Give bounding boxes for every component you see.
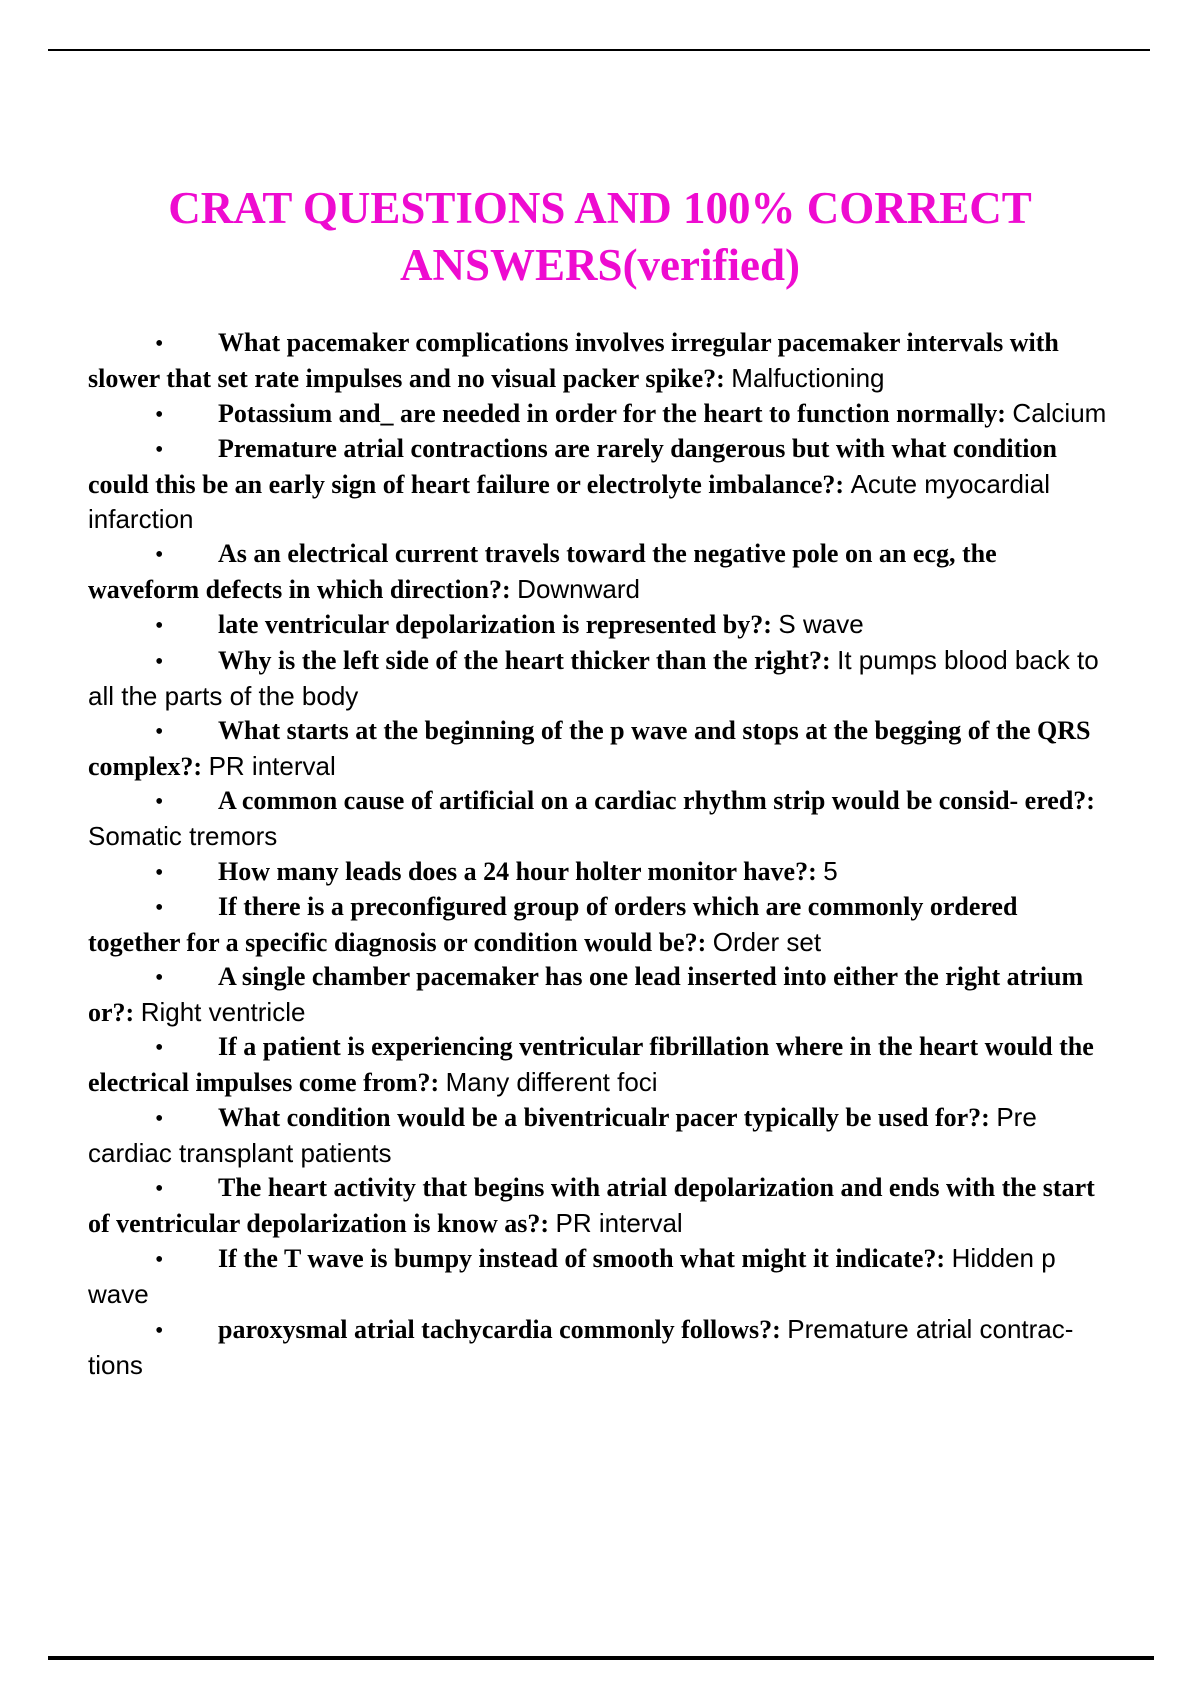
top-rule: [48, 49, 1150, 51]
question-text: Potassium and_ are needed in order for the heart to function normally:: [218, 399, 1006, 428]
answer-text: Calcium: [1012, 398, 1107, 428]
answer-text: PR interval: [555, 1208, 683, 1238]
qa-item: [88, 1312, 1114, 1383]
question-text: What starts at the beginning of the p wave and stops at the begging of the QRS complex?:: [88, 716, 1091, 781]
qa-item: [88, 607, 1114, 643]
bullet-icon: •: [155, 542, 164, 568]
bullet-icon: •: [155, 895, 164, 921]
answer-text: Hidden p wave: [88, 1243, 1056, 1309]
qa-item: [88, 854, 1114, 890]
qa-item: [88, 784, 1114, 854]
question-text: A single chamber pacemaker has one lead inserted into either the right atrium or?:: [88, 962, 1084, 1027]
answer-text: Malfuctioning: [731, 363, 885, 393]
qa-item: [88, 1241, 1114, 1312]
qa-item: [88, 1030, 1114, 1100]
question-text: If a patient is experiencing ventricular fibrillation where in the heart would the electrical impulses come from?:: [88, 1032, 1094, 1097]
answer-text: Order set: [712, 927, 822, 957]
page-title-line1: CRAT QUESTIONS AND 100% CORRECT: [168, 183, 1032, 233]
question-text: If the T wave is bumpy instead of smooth what might it indicate?:: [218, 1244, 946, 1273]
question-text: late ventricular depolarization is represented by?:: [218, 610, 772, 639]
qa-item: [88, 432, 1114, 537]
bullet-icon: •: [155, 860, 164, 886]
answer-text: Premature atrial contrac- tions: [88, 1314, 1074, 1380]
question-text: Why is the left side of the heart thicker than the right?:: [218, 646, 831, 675]
bullet-icon: •: [155, 1106, 164, 1132]
answer-text: It pumps blood back to all the parts of the body: [88, 645, 1099, 711]
qa-item: [88, 960, 1114, 1030]
question-text: Premature atrial contractions are rarely dangerous but with what condition could this be an early sign of heart failure or electrolyte imbalance?:: [88, 434, 1057, 499]
answer-text: Acute myocardial infarction: [88, 469, 1050, 534]
bullet-icon: •: [155, 719, 164, 745]
answer-text: Right ventricle: [140, 997, 306, 1027]
bullet-icon: •: [155, 649, 164, 675]
question-text: How many leads does a 24 hour holter monitor have?:: [218, 857, 817, 886]
qa-item: [88, 1100, 1114, 1171]
answer-text: Pre cardiac transplant patients: [88, 1102, 1037, 1168]
qa-item: [88, 890, 1114, 960]
question-text: A common cause of artificial on a cardiac rhythm strip would be consid- ered?:: [218, 786, 1095, 815]
bullet-icon: •: [155, 789, 164, 815]
question-text: What condition would be a biventricualr pacer typically be used for?:: [218, 1103, 990, 1132]
page-title: [0, 0, 1200, 294]
answer-text: Somatic tremors: [88, 821, 278, 851]
bullet-icon: •: [155, 1318, 164, 1344]
qa-item: [88, 714, 1114, 784]
question-text: As an electrical current travels toward the negative pole on an ecg, the waveform defects in which direction?:: [88, 539, 997, 604]
bullet-icon: •: [155, 1247, 164, 1273]
page-title-line2: ANSWERS(verified): [400, 240, 800, 290]
qa-item: [88, 326, 1114, 396]
answer-text: 5: [823, 856, 838, 886]
qa-item: [88, 643, 1114, 714]
answer-text: Many different foci: [445, 1067, 658, 1097]
qa-item: [88, 396, 1114, 432]
bullet-icon: •: [155, 965, 164, 991]
bullet-icon: •: [155, 437, 164, 463]
qa-list: [88, 326, 1114, 1383]
answer-text: PR interval: [208, 751, 336, 781]
answer-text: Downward: [517, 574, 640, 604]
bullet-icon: •: [155, 402, 164, 428]
qa-item: [88, 1171, 1114, 1241]
bullet-icon: •: [155, 1176, 164, 1202]
question-text: If there is a preconfigured group of orders which are commonly ordered together for a specific diagnosis or condition would be?:: [88, 892, 1018, 957]
question-text: paroxysmal atrial tachycardia commonly follows?:: [218, 1315, 781, 1344]
answer-text: S wave: [778, 609, 864, 639]
question-text: The heart activity that begins with atrial depolarization and ends with the start of ventricular depolarization is know as?:: [88, 1173, 1095, 1238]
question-text: What pacemaker complications involves irregular pacemaker intervals with slower that set rate impulses and no visual packer spike?:: [88, 328, 1059, 393]
bottom-rule: [48, 1656, 1154, 1660]
bullet-icon: •: [155, 1035, 164, 1061]
bullet-icon: •: [155, 331, 164, 357]
qa-item: [88, 537, 1114, 607]
bullet-icon: •: [155, 613, 164, 639]
